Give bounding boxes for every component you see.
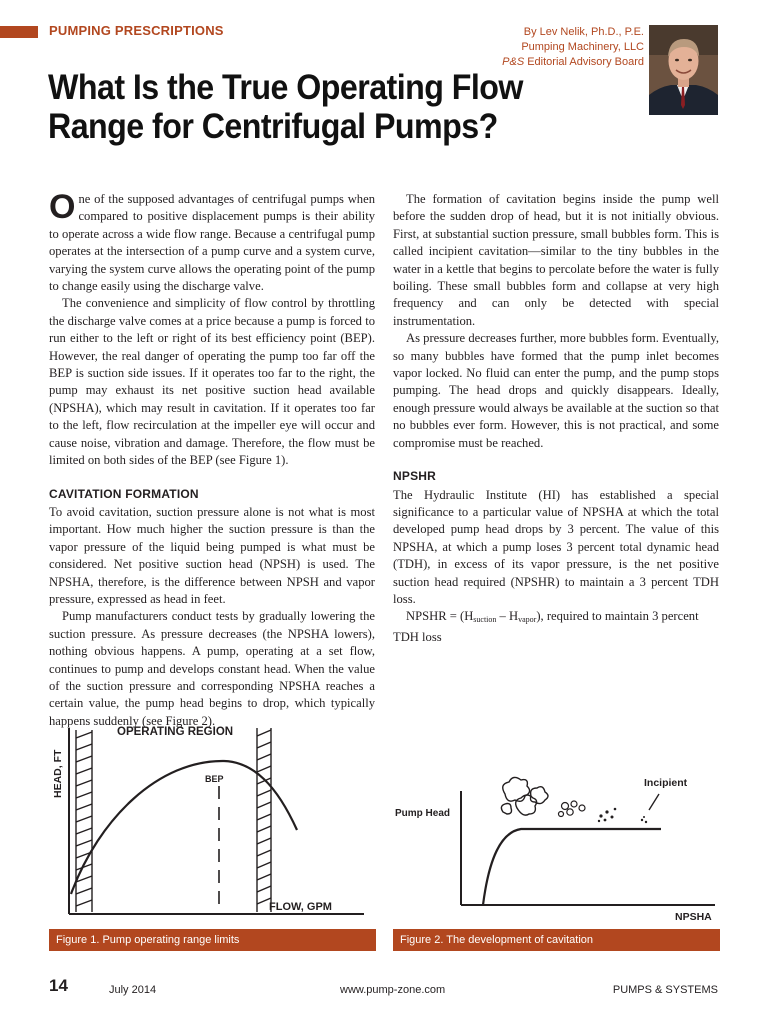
- fig1-x-label: FLOW, GPM: [269, 901, 332, 913]
- article-column-left: [49, 188, 375, 730]
- fig1-bep-label: BEP: [205, 774, 224, 784]
- paragraph-7: The Hydraulic Institute (HI) has established a special significance to a particular value of NPSHA at which the total developed pump head drops by 3 percent. The value of this NPSHA, at which a pump loses 3 percent total dynamic head (TDH), in excess of its vapor pressure, is the net positive suction head required (NPSHR) to maintain a 3 percent TDH loss.: [393, 487, 719, 606]
- page-number: 14: [49, 976, 68, 995]
- formula-lhs: NPSHR = (H: [406, 609, 474, 624]
- paragraph-3: To avoid cavitation, suction pressure alone is not what is most important. How much higher the suction pressure is than the vapor pressure of the liquid being pumped is what must be considered. Net positive suction head (NPSH) is used. The NPSHA, therefore, is the difference between NPSH and vapor pressure, expressed as head in feet.: [49, 504, 375, 606]
- section-color-bar: [0, 26, 38, 38]
- figure-1: [49, 708, 376, 928]
- author-company: Pumping Machinery, LLC: [521, 41, 644, 53]
- subhead-npshr: NPSHR: [393, 469, 437, 484]
- figure-2: [393, 708, 720, 928]
- fig1-region-label: OPERATING REGION: [117, 726, 234, 738]
- fig2-incipient-label: Incipient: [644, 777, 688, 789]
- fig1-right-limit-hatch: [257, 728, 271, 912]
- board-magazine: P&S: [502, 56, 525, 68]
- section-label: PUMPING PRESCRIPTIONS: [49, 23, 224, 38]
- formula-sub-vapor: vapor: [518, 615, 537, 625]
- figure-1-drawing: [49, 708, 376, 928]
- formula-mid: – H: [496, 609, 519, 624]
- paragraph-5: The formation of cavitation begins inside the pump well before the sudden drop of head, but it is not initially obvious. First, at substantial suction pressure, small bubbles form. This is called incipient cavitation—similar to the tiny bubbles in the water in a kettle that begins to percolate before the water is fully boiling. These small bubbles form and collapse at very high frequency and can only be detected with special instrumentation.: [393, 192, 719, 328]
- drop-cap: O: [49, 188, 76, 226]
- npshr-formula: [393, 608, 719, 646]
- fig2-medium-bubbles: [559, 801, 586, 817]
- article-title: What Is the True Operating Flow Range for Centrifugal Pumps?: [48, 68, 523, 146]
- paragraph-2: The convenience and simplicity of flow control by throttling the discharge valve comes at a price because a pump is forced to run either to the left or right of its best efficiency point (BEP). However, the real danger of operating the pump too far off the BEP is suction side issues. If it operates too far to the right, the pump may exhaust its net positive suction head available (NPSHA), which may result in cavitation. If it operates too far to the left, flow recirculation at the impeller eye will occur and cause noise, vibration and damage. Therefore, the flow must be limited on both sides of the BEP (see Figure 1).: [49, 296, 375, 468]
- subhead-cavitation: CAVITATION FORMATION: [49, 486, 199, 501]
- board-title: Editorial Advisory Board: [524, 56, 644, 68]
- figure-2-drawing: [393, 708, 720, 928]
- website-url: www.pump-zone.com: [340, 984, 446, 996]
- fig2-small-bubbles: [598, 808, 617, 823]
- author-photo: [649, 25, 718, 115]
- issue-date: July 2014: [109, 984, 157, 996]
- paragraph-1-text: ne of the supposed advantages of centrifugal pumps when compared to positive displacement pumps is their ability to operate across a wide flow range. Because a centrifugal pump operates at the intersection of a pump curve and a system curve, varying the system curve allows the operating point of the pump to change easily using the discharge valve.: [49, 192, 375, 294]
- fig2-head-curve: [483, 829, 661, 905]
- fig1-left-limit-hatch: [76, 730, 92, 912]
- formula-rhs: ), required to maintain 3 percent TDH loss: [393, 609, 699, 644]
- fig2-y-label: Pump Head: [395, 808, 451, 819]
- author-name: By Lev Nelik, Ph.D., P.E.: [523, 26, 644, 38]
- paragraph-1: [49, 188, 375, 295]
- magazine-name: PUMPS & SYSTEMS: [612, 984, 718, 996]
- byline: [502, 25, 644, 70]
- fig2-x-label: NPSHA: [675, 911, 712, 923]
- fig2-incipient-pointer: [649, 794, 659, 810]
- fig2-incipient-bubbles: [641, 816, 647, 823]
- fig1-y-label: HEAD, FT: [52, 749, 64, 798]
- formula-sub-suction: suction: [473, 615, 497, 625]
- figure-1-caption: Figure 1. Pump operating range limits: [49, 929, 376, 951]
- paragraph-4: Pump manufacturers conduct tests by gradually lowering the suction pressure. As pressure decreases (the NPSHA lowers), nothing obvious happens. A pump, operating at a set flow, continues to pump and develops constant head. When the value of the suction pressure and corresponding NPSHA reaches a certain value, the pump head begins to drop, which typically happens suddenly (see Figure 2).: [49, 609, 375, 728]
- figure-2-caption: Figure 2. The development of cavitation: [393, 929, 720, 951]
- paragraph-6: As pressure decreases further, more bubbles form. Eventually, so many bubbles have formed that the pump inlet becomes vapor locked. No fluid can enter the pump, and the pump stops pumping. The head drops and quickly disappears. Ideally, enough pressure would always be available at the suction so that no bubbles ever form. However, this is not practical, and some compromise must be reached.: [393, 331, 719, 450]
- fig2-large-bubbles: [501, 777, 548, 815]
- article-column-right: [393, 191, 719, 646]
